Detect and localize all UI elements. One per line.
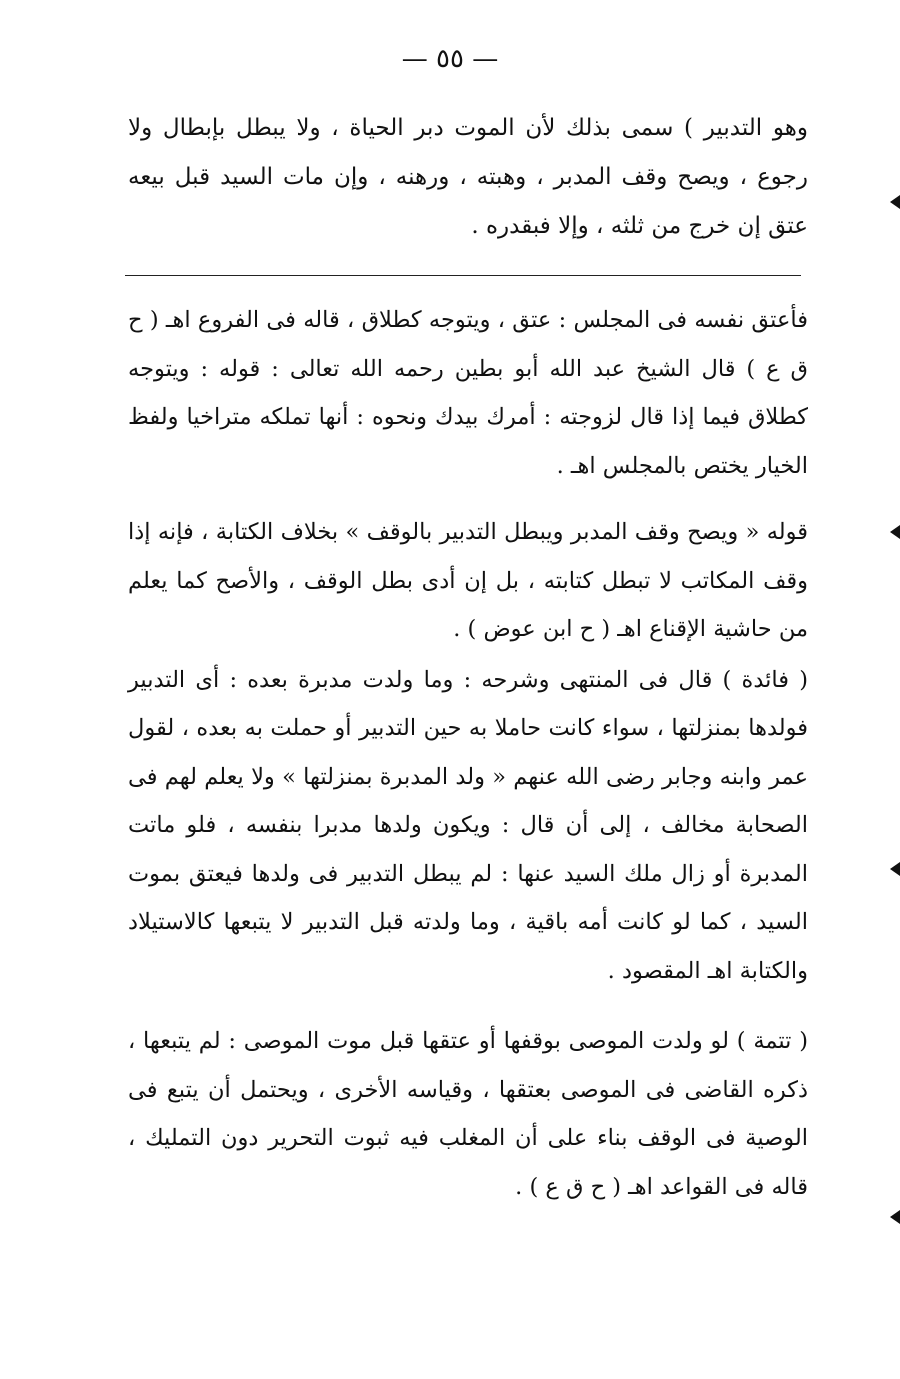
commentary-paragraph-4: ( تتمة ) لو ولدت الموصى بوقفها أو عتقها قبل موت الموصى : لم يتبعها ، ذكره القاضى فى الموصى بعتقها ، وقياسه الأخرى ، ويحتمل أن يتبع فى الوصية فى الوقف بناء على أن المغلب فيه ثبوت التحرير دون التمليك ، قاله فى القواعد اهـ ( ح ق ع ) . — [128, 1028, 808, 1200]
commentary-paragraph-2: قوله « ويصح وقف المدبر ويبطل التدبير بالوقف » بخلاف الكتابة ، فإنه إذا وقف المكاتب لا تبطل كتابته ، بل إن أدى بطل الوقف ، والأصح كما يعلم من حاشية الإقناع اهـ ( ح ابن عوض ) . — [128, 519, 808, 642]
commentary-paragraph-1: فأعتق نفسه فى المجلس : عتق ، ويتوجه كطلاق ، قاله فى الفروع اهـ ( ح ق ع ) قال الشيخ عبد الله أبو بطين رحمه الله تعالى : قوله : ويتوجه كطلاق فيما إذا قال لزوجته : أمرك بيدك ونحوه : أنها تملكه متراخيا ولفظ الخيار يختص بالمجلس اهـ . — [128, 307, 808, 479]
footnote-divider — [125, 275, 801, 276]
commentary-paragraph-3: ( فائدة ) قال فى المنتهى وشرحه : وما ولدت مدبرة بعده : أى التدبير فولدها بمنزلتها ، سواء كانت حاملا به حين التدبير أو حملت به بعده ، لقول عمر وابنه وجابر رضى الله عنهم « ولد المدبرة بمنزلتها » ولا يعلم لهم فى الصحابة مخالف ، إلى أن قال : ويكون ولدها مدبرا بنفسه ، فلو ماتت المدبرة أو زال ملك السيد عنها : لم يبطل التدبير فى ولدها فيعتق بموت السيد ، كما لو كانت أمه باقية ، وما ولدته قبل التدبير لا يتبعها كالاستيلاد والكتابة اهـ المقصود . — [128, 666, 808, 984]
margin-mark — [890, 525, 900, 539]
margin-mark — [890, 862, 900, 876]
main-text: وهو التدبير ) سمى بذلك لأن الموت دبر الحياة ، ولا يبطل بإبطال ولا رجوع ، ويصح وقف المدبر ، وهبته ، ورهنه ، وإن مات السيد قبل بيعه عتق إن خرج من ثلثه ، وإلا فبقدره . — [128, 115, 808, 239]
margin-mark — [890, 1210, 900, 1224]
margin-mark — [890, 195, 900, 209]
commentary-section — [128, 296, 808, 1211]
page-number: — ٥٥ — — [401, 44, 499, 74]
